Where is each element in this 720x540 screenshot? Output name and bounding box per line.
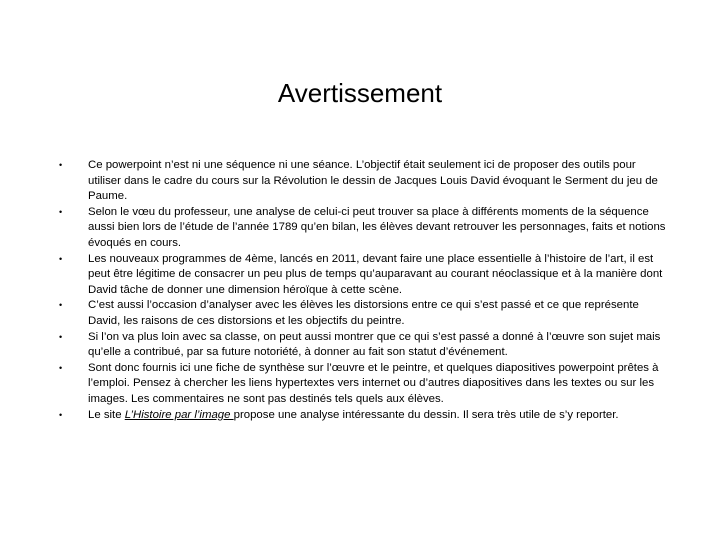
bullet-item: [56, 158, 666, 205]
bullet-item: [56, 361, 666, 408]
bullet-item: [56, 205, 666, 252]
bullet-icon: •: [59, 206, 63, 217]
bullet-text: C’est aussi l’occasion d’analyser avec les élèves les distorsions entre ce qui s’est passé et ce que représente David, les raisons de ces distorsions et les objectifs du peintre.: [88, 299, 639, 327]
bullet-list: [56, 158, 666, 423]
bullet-text: Selon le vœu du professeur, une analyse de celui-ci peut trouver sa place à différents moments de la séquence aussi bien lors de l’étude de l’année 1789 qu’en bilan, les élèves devant retrouver les personnages, faits et notions évoqués en cours.: [88, 205, 666, 249]
bullet-item: [56, 330, 666, 361]
bullet-icon: •: [59, 331, 63, 342]
bullet-text: Sont donc fournis ici une fiche de synthèse sur l’œuvre et le peintre, et quelques diapositives powerpoint prêtes à l’emploi. Pensez à chercher les liens hypertextes vers internet ou d’autres diapositives dans les textes ou sur les images. Les commentaires ne sont pas destinés tels quels aux élèves.: [88, 361, 659, 405]
bullet-icon: •: [59, 253, 63, 264]
bullet-text: Si l’on va plus loin avec sa classe, on peut aussi montrer que ce qui s’est passé a donné à l’œuvre son sujet mais qu’elle a contribué, par sa future notoriété, à donner au fait son statut d’événement.: [88, 330, 661, 359]
bullet-item: [56, 252, 666, 299]
bullet-text-prefix: Le site: [88, 408, 125, 421]
bullet-icon: •: [59, 409, 63, 420]
bullet-text: Les nouveaux programmes de 4ème, lancés en 2011, devant faire une place essentielle à l’histoire de l’art, il est peut être légitime de consacrer un peu plus de temps qu’auparavant au courant néoclassique et à la manière dont David tâche de donner une dimension héroïque à cette scène.: [88, 252, 663, 296]
bullet-icon: •: [59, 160, 63, 170]
slide-title: Avertissement: [277, 78, 443, 108]
bullet-icon: •: [59, 362, 63, 373]
bullet-item: [56, 408, 666, 424]
bullet-text-suffix: propose une analyse intéressante du dessin. Il sera très utile de s’y reporter.: [233, 408, 619, 421]
bullet-icon: •: [59, 300, 63, 311]
bullet-item: [56, 298, 666, 329]
bullet-text: Ce powerpoint n’est ni une séquence ni une séance. L’objectif était seulement ici de proposer des outils pour utiliser dans le cadre du cours sur la Révolution le dessin de Jacques Louis David évoquant le Serment du jeu de Paume.: [88, 159, 658, 203]
histoire-par-image-link[interactable]: L’Histoire par l’image: [124, 408, 234, 421]
